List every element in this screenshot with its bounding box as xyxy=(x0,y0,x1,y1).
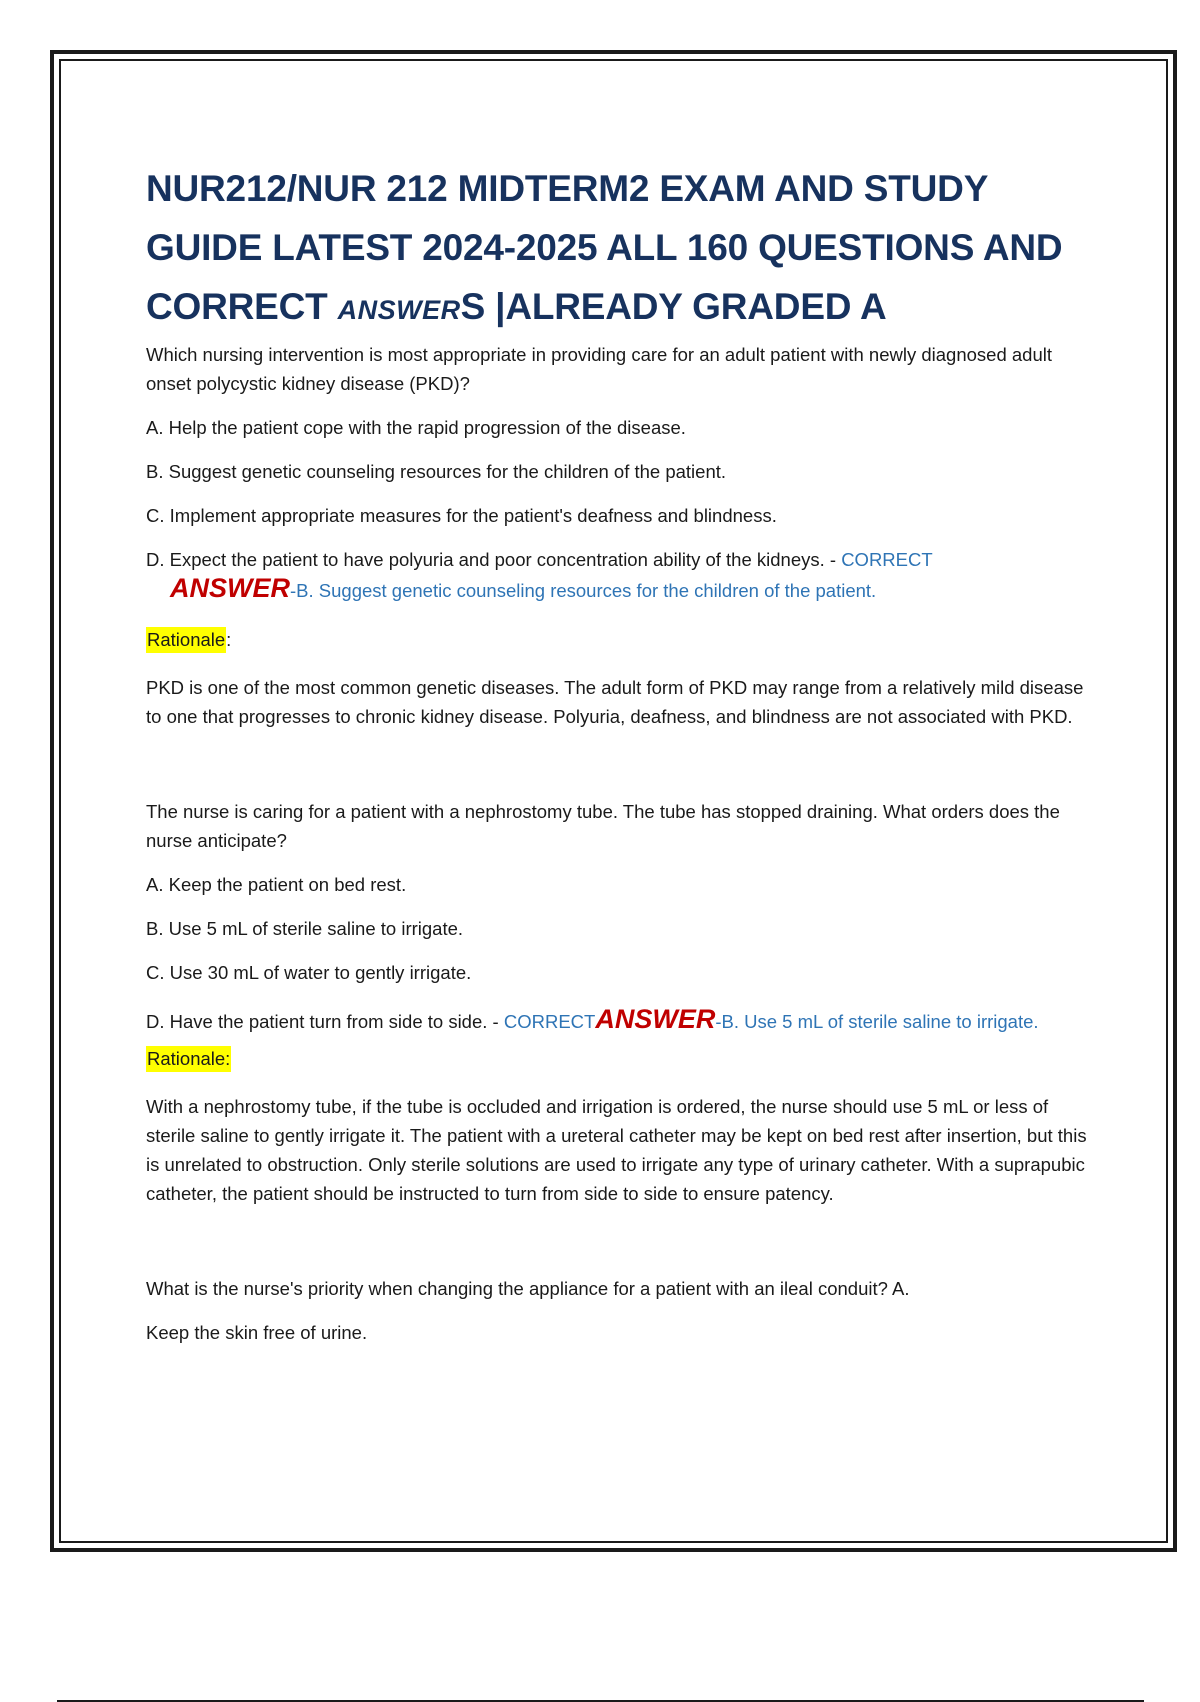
correct-label: CORRECT xyxy=(503,1011,596,1032)
title-italic-word: ANSWER xyxy=(337,295,461,325)
spacer xyxy=(146,731,1096,797)
question-1-rationale-heading xyxy=(146,627,1096,653)
question-2 xyxy=(146,797,1096,1208)
question-1-text: Which nursing intervention is most appropriate in providing care for an adult patient with newly diagnosed adult onset polycystic kidney disease (PKD)? xyxy=(146,344,1052,394)
page-outer-border xyxy=(50,50,1177,1552)
correct-label: CORRECT xyxy=(841,549,933,570)
question-2-option-d xyxy=(146,1005,1096,1036)
document-title xyxy=(146,159,1096,340)
question-2-option-c: C. Use 30 mL of water to gently irrigate. xyxy=(146,962,472,983)
question-2-option-b: B. Use 5 mL of sterile saline to irrigate. xyxy=(146,918,464,939)
rationale-colon: : xyxy=(226,629,232,650)
question-2-option-d-text: D. Have the patient turn from side to side. - xyxy=(146,1011,504,1032)
question-2-rationale: With a nephrostomy tube, if the tube is occluded and irrigation is ordered, the nurse should use 5 mL or less of sterile saline to gently irrigate it. The patient with a ureteral catheter may be kept on bed rest after insertion, but this is unrelated to obstruction. Only sterile solutions are used to irrigate any type of urinary catheter. With a suprapubic catheter, the patient should be instructed to turn from side to side to ensure patency. xyxy=(146,1096,1087,1204)
question-1-rationale: PKD is one of the most common genetic diseases. The adult form of PKD may range from a relatively mild disease to one that progresses to chronic kidney disease. Polyuria, deafness, and blindness are not associated with PKD. xyxy=(146,677,1084,727)
answer-text: -B. Use 5 mL of sterile saline to irrigate. xyxy=(715,1011,1039,1032)
rationale-label: Rationale xyxy=(146,627,226,653)
question-2-rationale-heading xyxy=(146,1046,1096,1072)
title-part-1: NUR212/NUR 212 MIDTERM2 EXAM AND STUDY GUIDE LATEST 2024-2025 ALL 160 QUESTIONS AND CORRECT xyxy=(146,168,1063,327)
page-inner-border xyxy=(59,59,1168,1543)
title-part-2: S |ALREADY GRADED A xyxy=(460,286,887,327)
question-3-text: What is the nurse's priority when changing the appliance for a patient with an ileal conduit? A. xyxy=(146,1278,910,1299)
question-1-option-d xyxy=(146,545,1096,574)
question-2-option-a: A. Keep the patient on bed rest. xyxy=(146,874,407,895)
spacer xyxy=(146,1208,1096,1274)
answer-text: -B. Suggest genetic counseling resources for the children of the patient. xyxy=(290,580,877,601)
question-3-option-a: Keep the skin free of urine. xyxy=(146,1322,368,1343)
question-1-answer xyxy=(146,574,1096,605)
question-1-option-b: B. Suggest genetic counseling resources for the children of the patient. xyxy=(146,461,727,482)
question-2-text: The nurse is caring for a patient with a nephrostomy tube. The tube has stopped draining. What orders does the nurse anticipate? xyxy=(146,801,1060,851)
question-1 xyxy=(146,340,1096,731)
document-content xyxy=(146,159,1096,1347)
question-1-option-d-text: D. Expect the patient to have polyuria and poor concentration ability of the kidneys. - xyxy=(146,549,842,570)
question-1-option-a: A. Help the patient cope with the rapid progression of the disease. xyxy=(146,417,686,438)
rationale-label: Rationale: xyxy=(146,1046,231,1072)
answer-label: ANSWER xyxy=(170,573,290,603)
answer-label: ANSWER xyxy=(595,1004,716,1034)
question-1-option-c: C. Implement appropriate measures for the patient's deafness and blindness. xyxy=(146,505,777,526)
question-3 xyxy=(146,1274,1096,1347)
